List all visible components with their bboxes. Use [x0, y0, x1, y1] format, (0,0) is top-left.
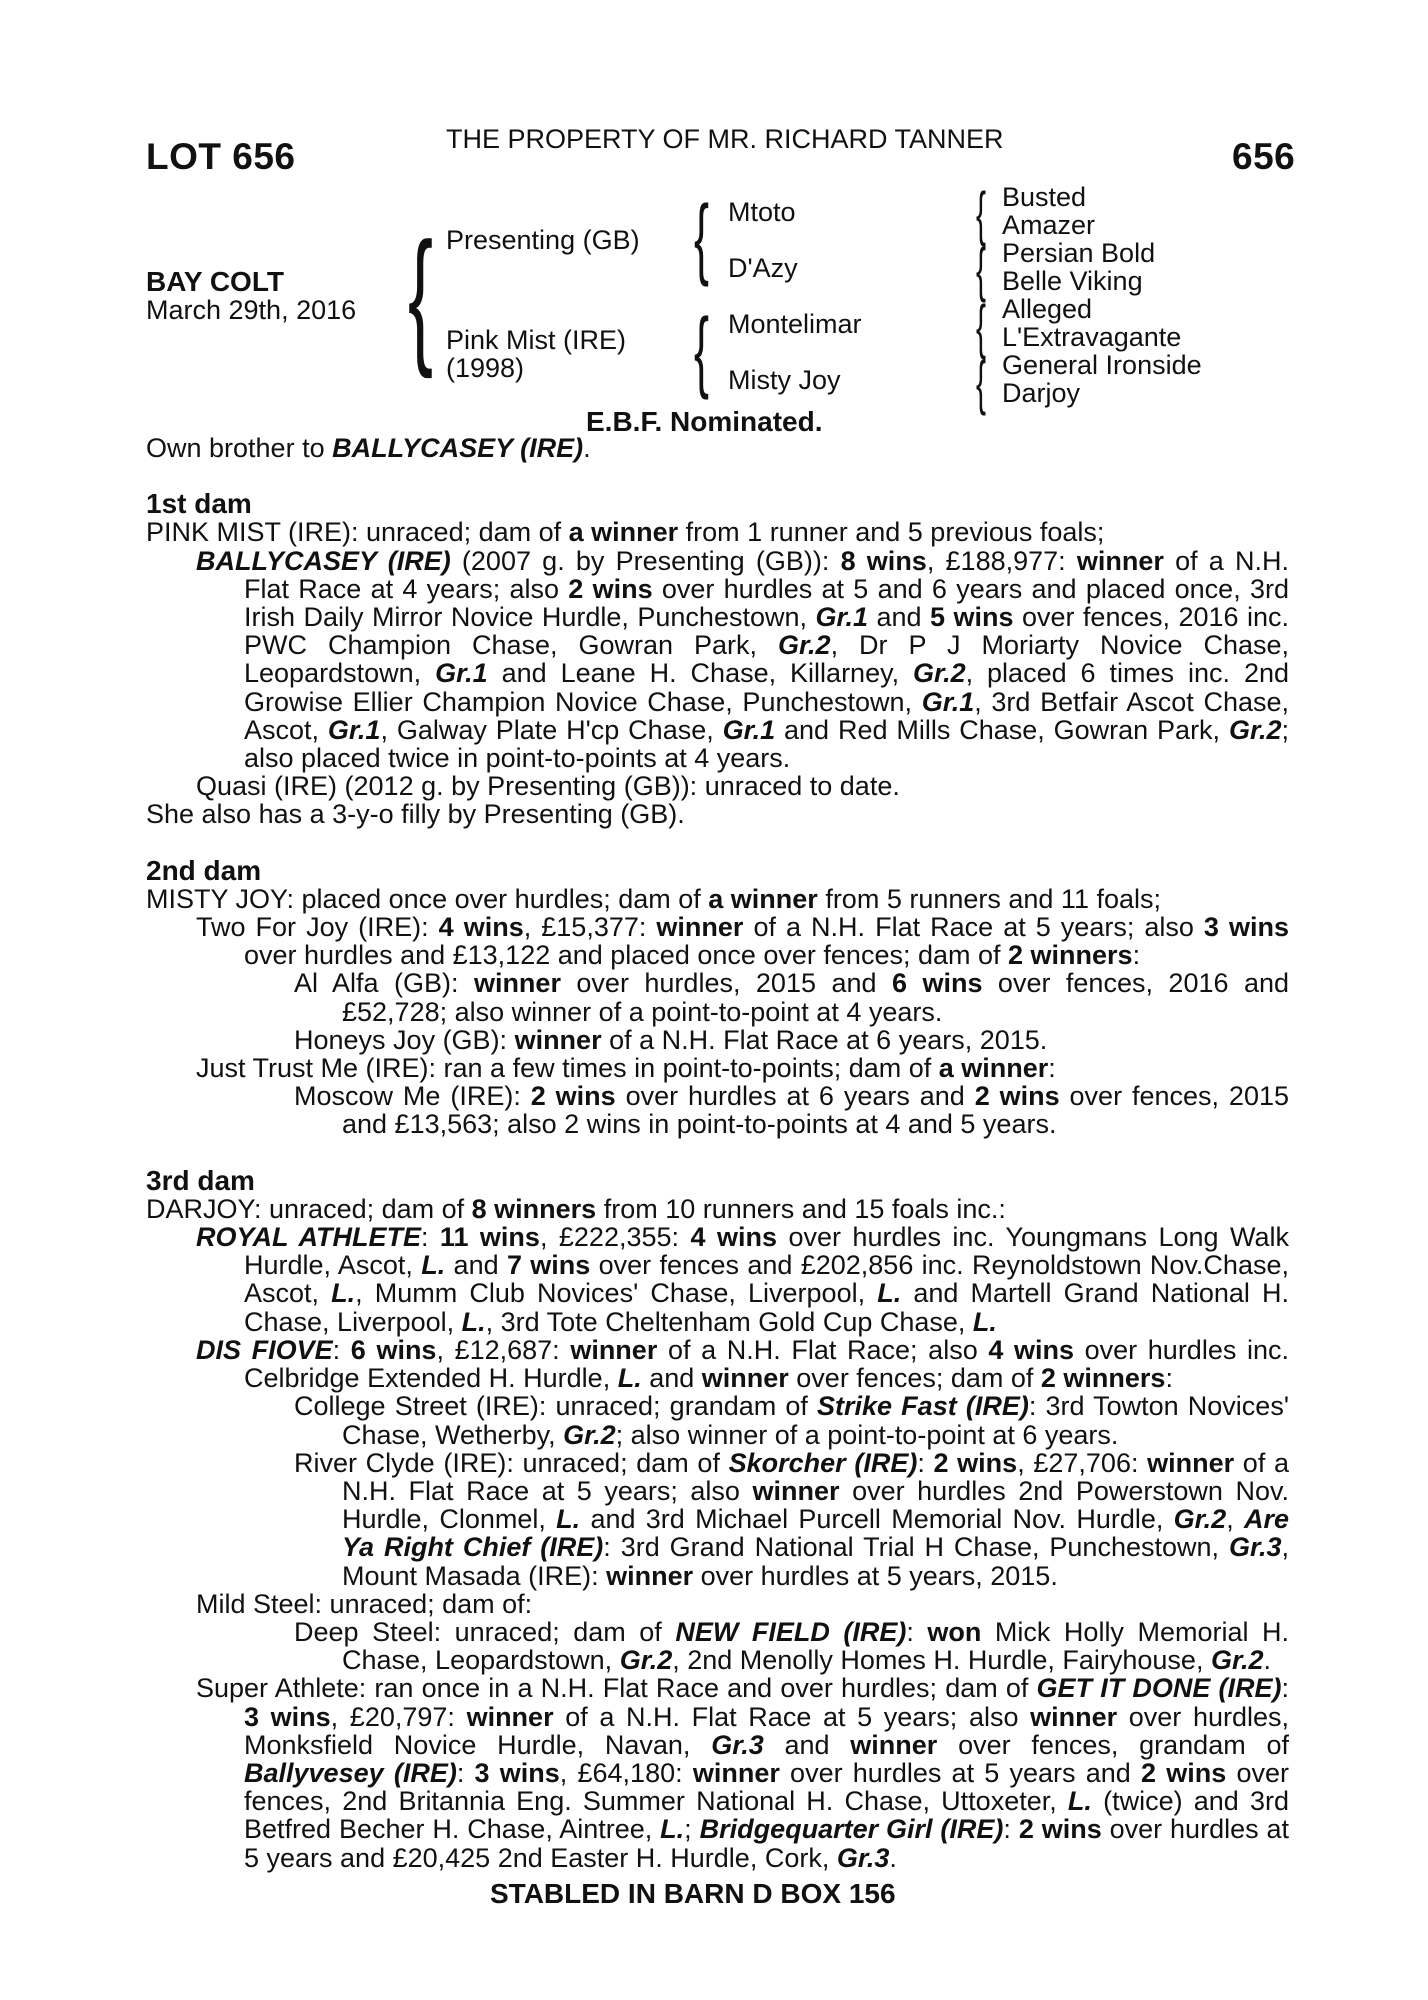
text: 3 wins	[1203, 912, 1289, 943]
text: winner	[570, 1334, 658, 1365]
lot-number: 656	[1232, 136, 1296, 177]
grade: L.	[972, 1306, 997, 1337]
own-brother-line	[146, 434, 1289, 462]
text: : 3rd Grand National Trial H Chase, Punchestown,	[603, 1532, 1229, 1563]
text: winner	[1030, 1701, 1118, 1732]
grade: Gr.1	[435, 658, 488, 689]
text: :	[1165, 1363, 1173, 1394]
text: and	[868, 602, 930, 633]
text: :	[1048, 1053, 1056, 1084]
produce-entry	[146, 1392, 1289, 1448]
sire: Presenting (GB)	[446, 225, 640, 255]
text: winner	[1147, 1447, 1235, 1478]
grade: Gr.3	[836, 1842, 890, 1873]
text: over hurdles, 2015 and	[560, 968, 892, 999]
horse-name: BALLYCASEY (IRE)	[196, 545, 451, 576]
text: of a N.H. Flat Race at 5 years; also	[342, 1447, 1289, 1506]
text: 8 winners	[471, 1193, 597, 1224]
text: winner	[514, 1024, 602, 1055]
gen3-1: Busted	[1002, 182, 1087, 212]
text: 4 wins	[690, 1222, 777, 1253]
text: over hurdles, Monksfield Novice Hurdle, Navan,	[244, 1701, 1289, 1760]
pedigree-brace: {	[408, 211, 434, 379]
text: College Street (IRE): unraced; grandam of	[294, 1391, 818, 1422]
text: ,	[1226, 1504, 1244, 1535]
dam-year: (1998)	[446, 353, 525, 383]
text: :	[906, 1616, 928, 1647]
produce-entry	[146, 1223, 1289, 1336]
produce-entry	[146, 547, 1289, 773]
text: 2 winners	[1040, 1363, 1166, 1394]
text: :	[917, 1447, 934, 1478]
text: 2 winners	[1008, 940, 1133, 971]
text: from 1 runner and 5 previous foals;	[678, 517, 1105, 548]
horse-name: GET IT DONE (IRE)	[1036, 1673, 1282, 1704]
text: winner	[701, 1363, 789, 1394]
text: 7 wins	[506, 1250, 591, 1281]
horse-name: Strike Fast (IRE)	[817, 1391, 1029, 1422]
horse-name: BALLYCASEY (IRE)	[332, 433, 584, 463]
sire-sire: Mtoto	[728, 197, 796, 227]
text: 2 wins	[1141, 1757, 1227, 1788]
text: of a N.H. Flat Race at 6 years, 2015.	[601, 1024, 1048, 1055]
grade: Gr.1	[722, 714, 776, 745]
pedigree-brace: {	[694, 188, 710, 288]
text: Own brother to	[146, 433, 333, 463]
text: winner	[850, 1729, 938, 1760]
text: 3 wins	[474, 1757, 560, 1788]
grade: Gr.2	[778, 630, 831, 661]
text: 5 wins	[929, 602, 1014, 633]
text: 6 wins	[891, 968, 983, 999]
text: ; also winner of a point-to-point at 6 years.	[615, 1419, 1119, 1450]
lot-label: LOT 656	[146, 136, 296, 177]
text: winner	[606, 1560, 694, 1591]
text: :	[1132, 940, 1141, 971]
horse-name: Skorcher (IRE)	[728, 1447, 918, 1478]
text: ;	[684, 1814, 700, 1845]
grade: Gr.2	[1210, 1645, 1264, 1676]
horse-name: Are Ya Right Chief (IRE)	[342, 1504, 1290, 1563]
produce-entry	[146, 1082, 1289, 1138]
grade: Gr.3	[1228, 1532, 1282, 1563]
text: , 2nd Menolly Homes H. Hurdle, Fairyhouse,	[672, 1645, 1211, 1676]
text: 3 wins	[244, 1701, 331, 1732]
text: DARJOY: unraced; dam of	[146, 1193, 472, 1224]
produce-entry	[146, 772, 1289, 800]
text: of a N.H. Flat Race at 4 years; also	[244, 545, 1290, 604]
text: (twice) and 3rd Betfred Becher H. Chase, Aintree,	[244, 1786, 1289, 1845]
produce-entry	[146, 969, 1289, 1025]
dam: Pink Mist (IRE)	[446, 325, 627, 355]
pedigree-brace: {	[694, 301, 710, 401]
text: :	[1003, 1814, 1019, 1845]
text: , Galway Plate H'cp Chase,	[380, 714, 723, 745]
produce-entry	[146, 1449, 1289, 1590]
gen3-6: L'Extravagante	[1002, 322, 1182, 352]
text: .	[1263, 1645, 1272, 1676]
text: over fences, 2016 inc. PWC Champion Chase, Gowran Park,	[244, 602, 1289, 661]
horse-name: DIS FIOVE	[196, 1334, 333, 1365]
grade: Gr.2	[1173, 1504, 1227, 1535]
produce-entry	[146, 1026, 1289, 1054]
text: and 3rd Michael Purcell Memorial Nov. Hurdle,	[580, 1504, 1174, 1535]
text: over hurdles at 5 years and	[779, 1757, 1142, 1788]
grade: L.	[331, 1278, 356, 1309]
text: 2 wins	[974, 1081, 1060, 1112]
grade: L.	[421, 1250, 446, 1281]
horse-description: BAY COLT	[146, 266, 284, 297]
text: , 3rd Tote Cheltenham Gold Cup Chase,	[485, 1306, 973, 1337]
text: , Mount Masada (IRE):	[342, 1532, 1289, 1591]
text: Mild Steel: unraced; dam of:	[196, 1588, 533, 1619]
text: of a N.H. Flat Race at 5 years; also	[553, 1701, 1031, 1732]
first-dam-line	[146, 518, 1289, 546]
text: over fences; dam of	[788, 1363, 1041, 1394]
text: over fences and £202,856 inc. Reynoldstown Nov.Chase, Ascot,	[244, 1250, 1289, 1309]
horse-name: Ballyvesey (IRE)	[244, 1757, 457, 1788]
produce-entry	[146, 913, 1289, 969]
text: won	[927, 1616, 982, 1647]
text: 4 wins	[438, 912, 524, 943]
foaling-date: March 29th, 2016	[146, 295, 357, 325]
text: over hurdles 2nd Powerstown Nov. Hurdle, Clonmel,	[342, 1475, 1290, 1535]
grade: L.	[660, 1814, 685, 1845]
first-dam-heading: 1st dam	[146, 488, 252, 520]
text: from 10 runners and 15 foals inc.:	[596, 1193, 1006, 1224]
text: 2 wins	[530, 1081, 616, 1112]
text: .	[583, 433, 591, 463]
produce-entry	[146, 1054, 1289, 1082]
text: , £20,797:	[330, 1701, 467, 1732]
text: over hurdles inc. Celbridge Extended H. Hurdle,	[244, 1334, 1289, 1394]
third-dam-line	[146, 1195, 1289, 1223]
text: of a N.H. Flat Race; also	[657, 1334, 989, 1365]
text: Quasi (IRE) (2012 g. by Presenting (GB)): unraced to date.	[196, 771, 900, 802]
text: 2 wins	[1018, 1814, 1102, 1845]
text: , £222,355:	[539, 1222, 691, 1253]
dam-dam: Misty Joy	[728, 365, 841, 395]
text: Al Alfa (GB):	[294, 968, 474, 999]
text: from 5 runners and 11 foals;	[817, 883, 1161, 914]
catalogue-body	[146, 434, 1289, 1872]
text: over fences, 2015 and £13,563; also 2 wins in point-to-points at 4 and 5 years.	[342, 1081, 1289, 1140]
dam-sire: Montelimar	[728, 309, 862, 339]
grade: L.	[1067, 1786, 1092, 1817]
text: , £27,706:	[1017, 1447, 1148, 1478]
text: , £188,977:	[926, 545, 1077, 576]
text: over hurdles at 5 and 6 years and placed once, 3rd Irish Daily Mirror Novice Hurdle, Punchestown,	[244, 573, 1290, 633]
text: , placed 6 times inc. 2nd Growise Ellier Champion Novice Chase, Punchestown,	[244, 658, 1289, 717]
text: (2007 g. by Presenting (GB)):	[450, 545, 841, 576]
grade: Gr.2	[913, 658, 966, 689]
property-owner: THE PROPERTY OF MR. RICHARD TANNER	[446, 124, 1004, 154]
text: She also has a 3-y-o filly by Presenting (GB).	[146, 799, 685, 830]
text: over fences, 2016 and £52,728; also winner of a point-to-point at 4 years.	[342, 968, 1290, 1027]
text: :	[332, 1334, 351, 1365]
text: winner	[656, 912, 744, 943]
text: Mick Holly Memorial H. Chase, Leopardstown,	[342, 1616, 1290, 1676]
gen3-7: General Ironside	[1002, 350, 1202, 380]
grade: L.	[461, 1306, 486, 1337]
text: Just Trust Me (IRE): ran a few times in point-to-points; dam of	[196, 1053, 939, 1084]
text: :	[420, 1222, 440, 1253]
text: , Mumm Club Novices' Chase, Liverpool,	[355, 1278, 878, 1309]
gen3-4: Belle Viking	[1002, 266, 1143, 296]
text: MISTY JOY: placed once over hurdles; dam of	[146, 883, 709, 914]
horse-name: ROYAL ATHLETE	[196, 1222, 421, 1253]
produce-entry	[146, 800, 1289, 828]
stabling-info: STABLED IN BARN D BOX 156	[490, 1878, 896, 1909]
text: and	[641, 1363, 702, 1394]
text: of a N.H. Flat Race at 5 years; also	[743, 912, 1204, 943]
second-dam-line	[146, 885, 1289, 913]
text: .	[889, 1842, 897, 1873]
text: over hurdles at 5 years and £20,425 2nd Easter H. Hurdle, Cork,	[244, 1814, 1290, 1873]
text: and Leane H. Chase, Killarney,	[487, 658, 914, 689]
text: 4 wins	[988, 1334, 1074, 1365]
produce-entry	[146, 1618, 1289, 1674]
pedigree-brace: {	[976, 293, 987, 360]
third-dam-heading: 3rd dam	[146, 1164, 255, 1196]
text: , £64,180:	[559, 1757, 693, 1788]
produce-entry	[146, 1336, 1289, 1392]
text: winner	[752, 1475, 840, 1506]
text: winner	[692, 1757, 780, 1788]
text: , Dr P J Moriarty Novice Chase, Leopardstown,	[244, 630, 1289, 689]
text: Moscow Me (IRE):	[294, 1081, 531, 1112]
text: winner	[466, 1701, 554, 1732]
text: over fences, grandam of	[937, 1729, 1289, 1760]
grade: Gr.1	[921, 686, 975, 717]
gen3-3: Persian Bold	[1002, 238, 1156, 268]
produce-entry	[146, 1590, 1289, 1618]
text: , £15,377:	[523, 912, 657, 943]
second-dam-heading: 2nd dam	[146, 854, 262, 886]
text: 6 wins	[350, 1334, 437, 1365]
text: a winner	[708, 883, 818, 914]
gen3-8: Darjoy	[1002, 378, 1081, 408]
text: Honeys Joy (GB):	[294, 1024, 515, 1055]
text: and	[445, 1250, 507, 1281]
gen3-5: Alleged	[1002, 294, 1093, 324]
sire-dam: D'Azy	[728, 253, 798, 283]
text: a winner	[568, 517, 679, 548]
grade: L.	[877, 1278, 902, 1309]
grade: Gr.3	[711, 1729, 764, 1760]
horse-name: Bridgequarter Girl (IRE)	[699, 1814, 1004, 1845]
text: winner	[1076, 545, 1164, 576]
grade: Gr.2	[1228, 714, 1282, 745]
pedigree-brace: {	[976, 349, 987, 416]
text: Deep Steel: unraced; dam of	[294, 1616, 676, 1647]
text: :	[456, 1757, 475, 1788]
grade: Gr.2	[619, 1645, 673, 1676]
text: over hurdles at 5 years, 2015.	[693, 1560, 1058, 1591]
text: 8 wins	[840, 545, 927, 576]
text: :	[1281, 1673, 1290, 1704]
text: 2 wins	[933, 1447, 1018, 1478]
text: 2 wins	[568, 573, 653, 604]
produce-entry	[146, 1674, 1289, 1871]
text: a winner	[938, 1053, 1049, 1084]
text: over hurdles at 6 years and	[615, 1081, 975, 1112]
grade: Gr.2	[563, 1419, 616, 1450]
text: , £12,687:	[436, 1334, 571, 1365]
grade: L.	[617, 1363, 642, 1394]
text: over hurdles and £13,122 and placed once over fences; dam of	[244, 940, 1009, 971]
text: over hurdles inc. Youngmans Long Walk Hurdle, Ascot,	[244, 1222, 1290, 1281]
pedigree-brace: {	[976, 236, 987, 303]
ebf-nomination: E.B.F. Nominated.	[586, 406, 823, 437]
text: winner	[473, 968, 561, 999]
text: River Clyde (IRE): unraced; dam of	[294, 1447, 729, 1478]
text: and	[763, 1729, 851, 1760]
horse-name: NEW FIELD (IRE)	[675, 1616, 907, 1647]
gen3-2: Amazer	[1002, 210, 1096, 240]
grade: Gr.1	[327, 714, 381, 745]
text: Super Athlete: ran once in a N.H. Flat Race and over hurdles; dam of	[196, 1673, 1037, 1704]
grade: Gr.1	[815, 602, 868, 633]
text: Two For Joy (IRE):	[196, 912, 439, 943]
text: PINK MIST (IRE): unraced; dam of	[146, 517, 569, 548]
text: and Red Mills Chase, Gowran Park,	[775, 714, 1229, 745]
text: and Martell Grand National H. Chase, Liverpool,	[244, 1278, 1289, 1337]
text: , 3rd Betfair Ascot Chase, Ascot,	[244, 686, 1289, 745]
text: 11 wins	[439, 1222, 540, 1253]
text: ; also placed twice in point-to-points at 4 years.	[244, 714, 1289, 774]
text: over fences, 2nd Britannia Eng. Summer National H. Chase, Uttoxeter,	[244, 1757, 1290, 1817]
grade: L.	[556, 1504, 581, 1535]
pedigree-brace: {	[976, 180, 987, 247]
text: : 3rd Towton Novices' Chase, Wetherby,	[342, 1391, 1289, 1450]
